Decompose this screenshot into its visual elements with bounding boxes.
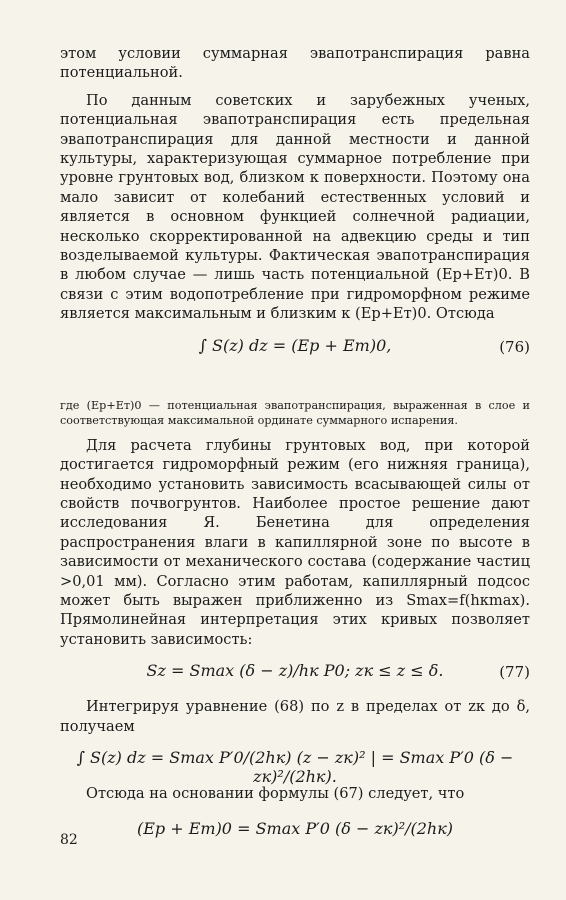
paragraph-1: этом условии суммарная эвапотранспирация равна потенциальной. bbox=[60, 45, 530, 82]
equation-76-note: где (Eр+Eт)0 — потенциальная эвапотранспирация, выраженная в слое и соответствующая максимальной ординате суммарного испарения. bbox=[60, 398, 530, 427]
paragraph-4: Интегрируя уравнение (68) по z в пределах от zк до δ, получаем bbox=[60, 698, 530, 735]
paragraph-5: Отсюда на основании формулы (67) следует, что bbox=[86, 784, 465, 802]
equation-final-formula: (Eр + Eт)0 = Smax P′0 (δ − zк)²/(2hк) bbox=[136, 819, 454, 839]
equation-integral-formula: ∫ S(z) dz = Smax P′0/(2hк) (z − zк)² | = Smax P′0 (δ − zк)²/(2hк). bbox=[76, 747, 514, 786]
equation-77 bbox=[60, 651, 530, 695]
paragraph-2: По данным советских и зарубежных ученых, потенциальная эвапотранспирация есть предельная эвапотранспирация для данной местности и данной культуры, характеризующая суммарное потребление при уровне грунтовых вод, близком к поверхности. Поэтому она мало зависит от колебаний естественных условий и является в основном функцией солнечной радиации, несколько скорректированной на адвекцию среды и тип возделываемой культуры. Фактическая эвапотранспирация в любом случае — лишь часть потенциальной (Eр+Eт)0. В связи с этим водопотребление при гидроморфном режиме является максимальным и близким к (Eр+Eт)0. Отсюда bbox=[60, 91, 530, 323]
page-body bbox=[60, 44, 530, 867]
equation-integral bbox=[60, 738, 530, 786]
equation-final bbox=[60, 805, 530, 865]
equation-76-number: (76) bbox=[499, 337, 530, 356]
paragraph-3: Для расчета глубины грунтовых вод, при которой достигается гидроморфный режим (его нижняя граница), необходимо установить зависимость всасывающей силы от свойств почвогрунтов. Наиболее простое решение дают исследования Я. Бенетина для определения распространения влаги в капиллярной зоне по высоте в зависимости от механического состава (содержание частиц >0,01 мм). Согласно этим работам, капиллярный подсос может быть выражен приближенно из Smax=f(hкmax). Прямолинейная интерпретация этих кривых позволяет установить зависимость: bbox=[60, 436, 530, 648]
equation-77-formula: Sz = Smax (δ − z)/hк P0; zк ≤ z ≤ δ. bbox=[146, 661, 444, 681]
equation-76 bbox=[60, 326, 530, 392]
page-number: 82 bbox=[60, 832, 78, 848]
equation-77-number: (77) bbox=[499, 663, 530, 682]
equation-76-formula: ∫ S(z) dz = (Eр + Eт)0, bbox=[198, 335, 392, 355]
